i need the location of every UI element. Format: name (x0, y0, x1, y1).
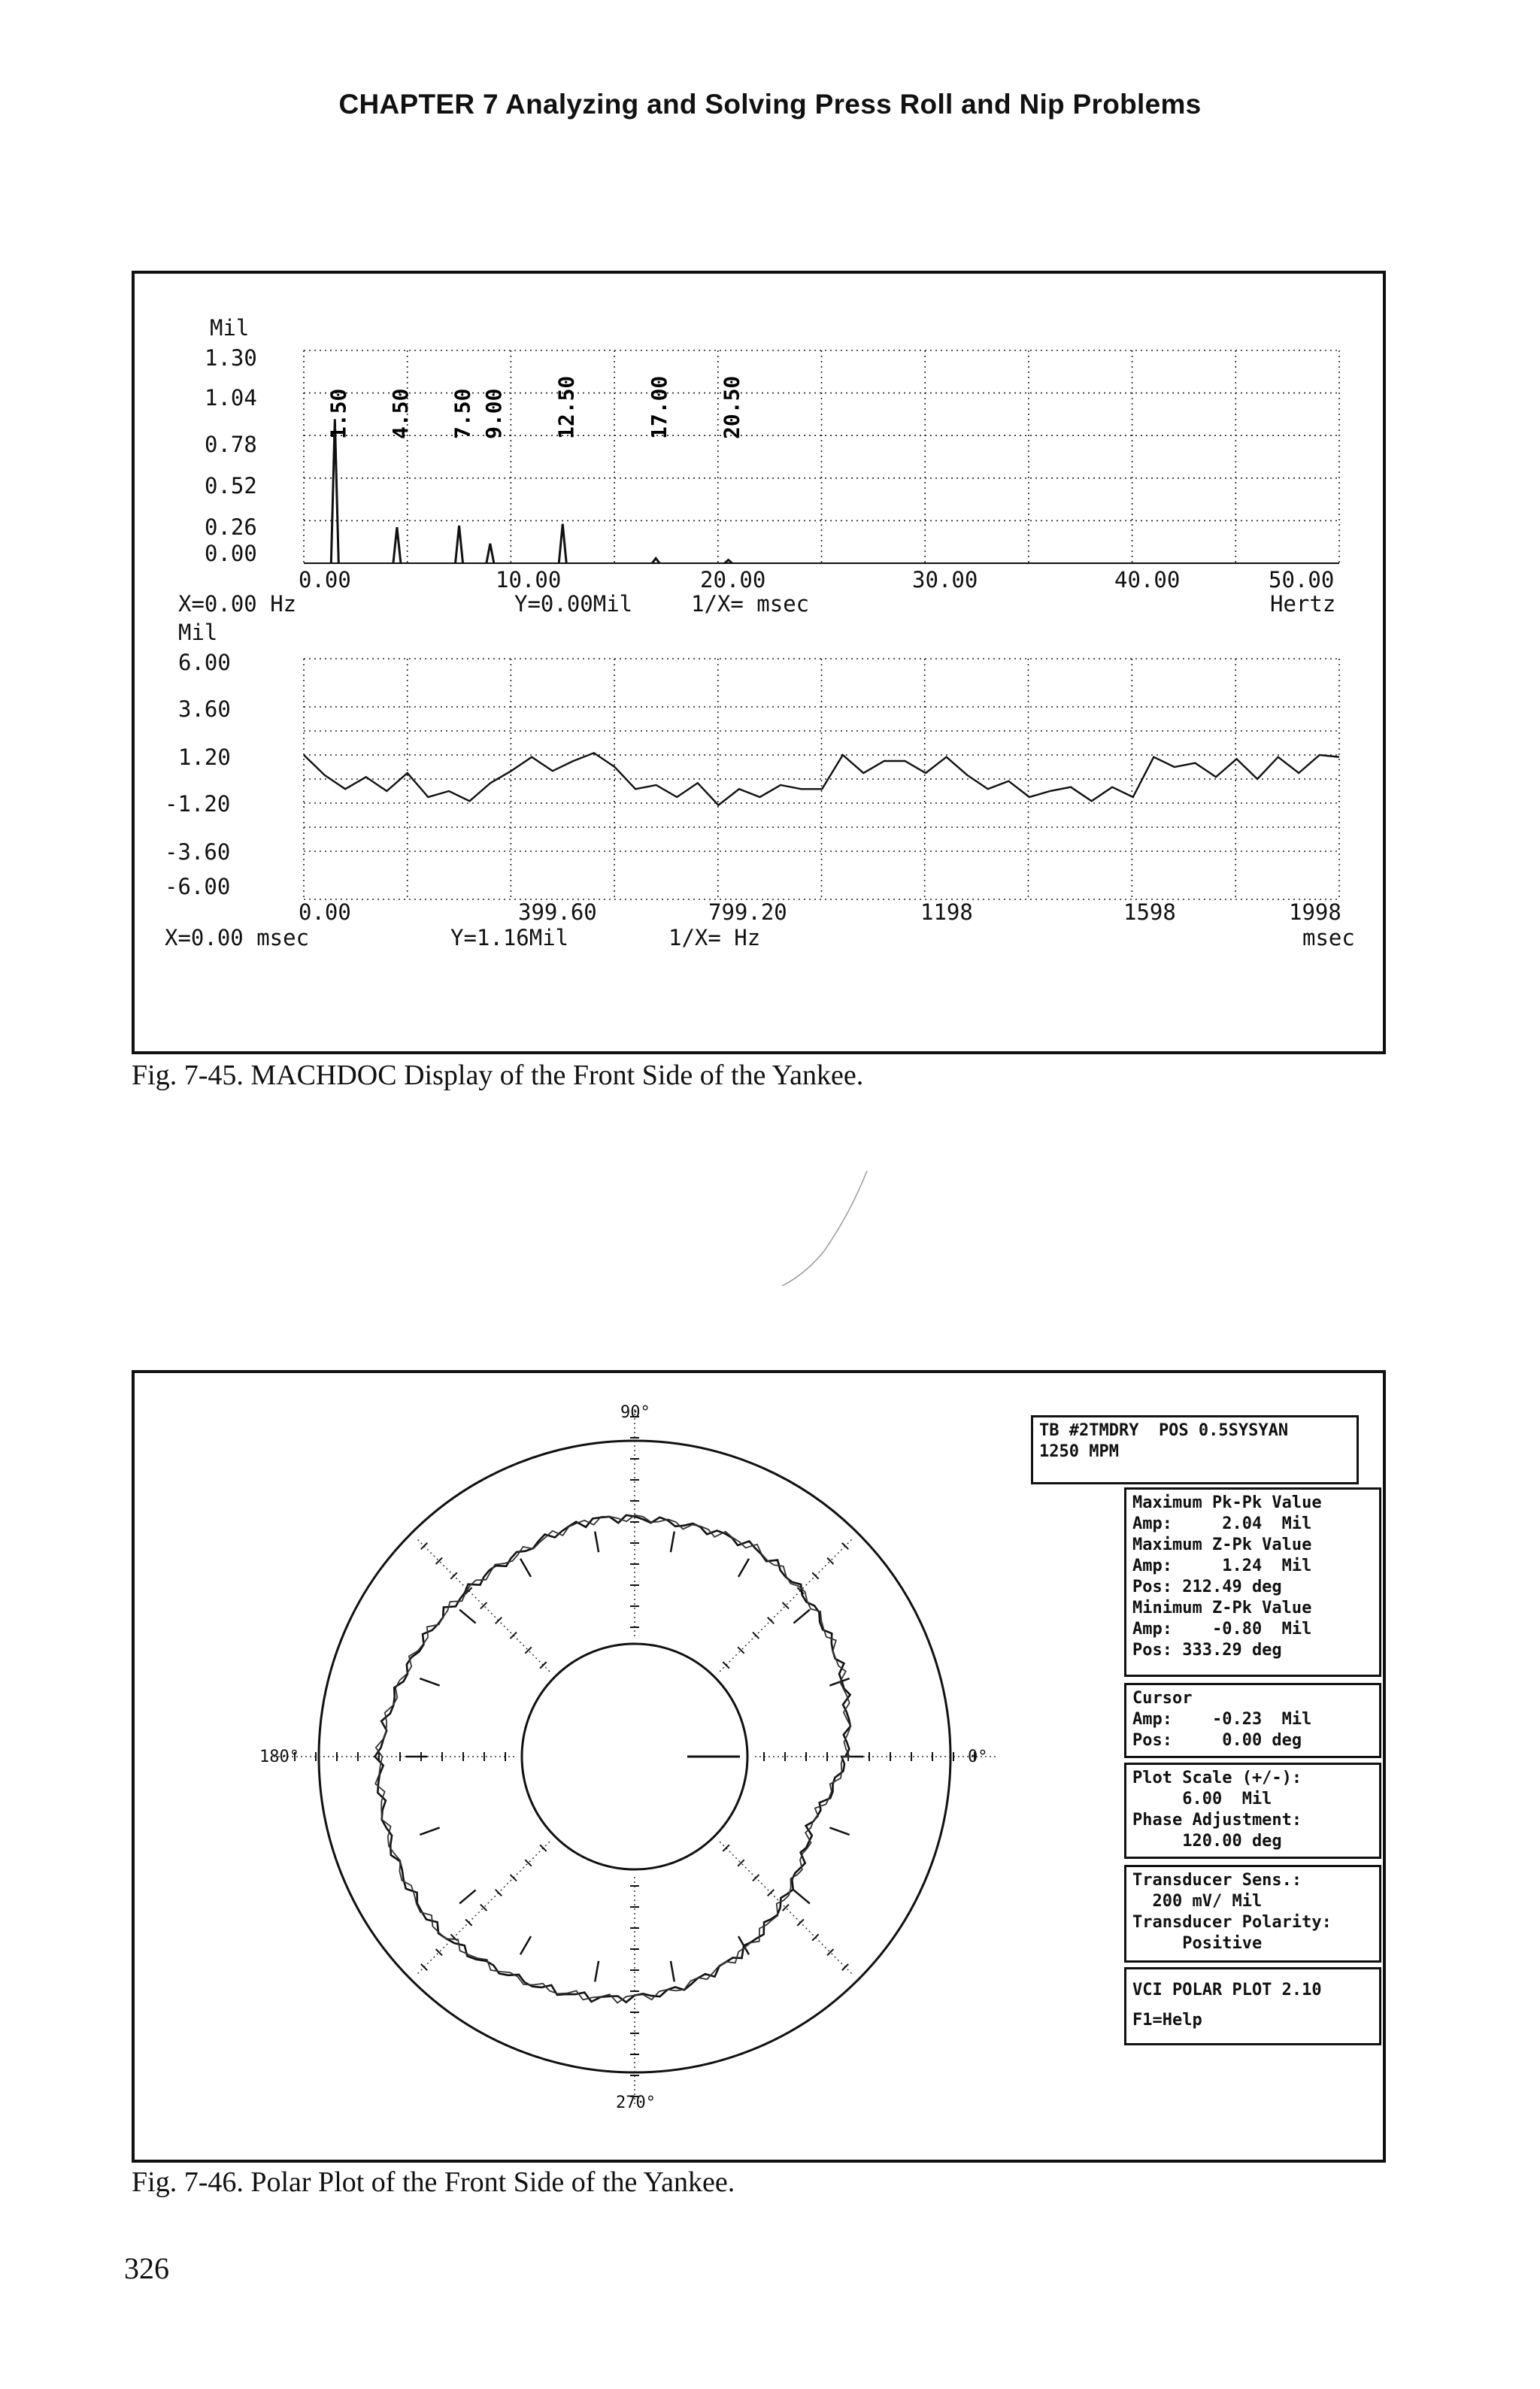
polar-axis-tick (738, 1647, 744, 1653)
spectrum-y-tick: 0.00 (205, 541, 257, 566)
waveform-unit-label: Mil (178, 620, 218, 645)
spectrum-peak (559, 524, 566, 563)
pencil-mark (778, 1169, 869, 1290)
polar-axis-tick (436, 1558, 442, 1564)
polar-ring-tick (420, 1827, 439, 1835)
fig45-caption: Fig. 7-45. MACHDOC Display of the Front Side of the Yankee. (132, 1060, 864, 1091)
polar-trace-secondary (375, 1515, 850, 2003)
spectrum-peak-label: 4.50 (387, 388, 413, 439)
polar-axis-tick (827, 1949, 833, 1955)
panel-line: 120.00 deg (1132, 1832, 1282, 1851)
waveform-x-tick: 399.60 (518, 899, 597, 925)
polar-axis-tick (480, 1602, 487, 1608)
polar-ring-tick (738, 1559, 749, 1577)
spectrum-peak (393, 527, 401, 563)
spectrum-x-tick: 30.00 (912, 567, 978, 593)
panel-line: F1=Help (1132, 2011, 1202, 2030)
polar-axis-tick (525, 1647, 531, 1653)
spectrum-y-tick: 1.04 (205, 385, 257, 411)
fig45-frame (132, 271, 1386, 1054)
spectrum-unit-label: Mil (210, 315, 250, 341)
waveform-x-tick: 1598 (1123, 899, 1176, 925)
panel-title-line: 1250 MPM (1039, 1442, 1119, 1461)
polar-ring-tick (595, 1532, 599, 1553)
spectrum-x-unit: Hertz (1270, 591, 1336, 617)
panel-line: Positive (1132, 1934, 1263, 1953)
waveform-x-tick: 1198 (920, 899, 973, 925)
panel-line: Amp: 1.24 Mil (1132, 1557, 1312, 1575)
polar-trace-primary (375, 1515, 850, 2002)
waveform-y-tick: -6.00 (165, 874, 231, 899)
waveform-readout-inv: 1/X= Hz (668, 925, 761, 950)
page-header: CHAPTER 7 Analyzing and Solving Press Roll and Nip Problems (338, 89, 1202, 120)
panel-line: Amp: -0.80 Mil (1132, 1620, 1312, 1639)
panel-line: 6.00 Mil (1132, 1790, 1272, 1808)
panel-line: Maximum Pk-Pk Value (1132, 1493, 1322, 1512)
waveform-readout-x: X=0.00 msec (165, 925, 310, 950)
spectrum-x-tick: 20.00 (700, 567, 766, 593)
fig46-frame (132, 1370, 1386, 2163)
waveform-y-tick: 1.20 (178, 744, 231, 770)
panel-line: 200 mV/ Mil (1132, 1892, 1263, 1911)
angle-label-0: 0° (968, 1748, 988, 1766)
polar-axis-tick (480, 1905, 487, 1911)
polar-ring-tick (459, 1610, 475, 1623)
panel-line: Transducer Polarity: (1132, 1913, 1332, 1932)
polar-ring-tick (671, 1532, 675, 1553)
angle-label-270: 270° (616, 2093, 656, 2112)
polar-ring-tick (793, 1610, 809, 1623)
spectrum-y-tick: 0.26 (205, 514, 257, 540)
polar-cursor-panel (1124, 1683, 1381, 1758)
panel-line: Amp: 2.04 Mil (1132, 1514, 1312, 1533)
waveform-y-tick: -1.20 (165, 791, 231, 817)
waveform-readout-y: Y=1.16Mil (450, 925, 569, 950)
spectrum-readout-y: Y=0.00Mil (514, 591, 633, 617)
spectrum-y-tick: 0.52 (205, 473, 257, 499)
spectrum-readout-x: X=0.00 Hz (178, 591, 297, 617)
polar-ring-tick (520, 1936, 531, 1954)
spectrum-peak (456, 526, 463, 563)
polar-axis-tick (827, 1558, 833, 1564)
polar-values-panel (1124, 1487, 1381, 1677)
polar-ring-tick (829, 1827, 849, 1835)
panel-line: Maximum Z-Pk Value (1132, 1536, 1312, 1554)
waveform-y-tick: 6.00 (178, 650, 231, 675)
polar-axis-tick (783, 1905, 789, 1911)
waveform-y-tick: -3.60 (165, 839, 231, 865)
panel-title-line: TB #2TMDRY POS 0.5SYSYAN (1039, 1421, 1289, 1440)
waveform-y-tick: 3.60 (178, 696, 231, 722)
spectrum-y-tick: 1.30 (205, 345, 257, 371)
panel-line: Phase Adjustment: (1132, 1811, 1302, 1830)
polar-scale-panel (1124, 1763, 1381, 1859)
panel-line: Cursor (1132, 1689, 1193, 1708)
panel-line: Pos: 212.49 deg (1132, 1578, 1282, 1596)
spectrum-peak (331, 419, 338, 563)
spectrum-peak-label: 17.00 (647, 375, 672, 439)
polar-axis-tick (738, 1860, 744, 1866)
polar-ring-tick (459, 1890, 475, 1903)
polar-axis-tick (436, 1949, 442, 1955)
angle-label-90: 90° (620, 1403, 650, 1422)
polar-ring-tick (793, 1890, 809, 1903)
spectrum-readout-inv: 1/X= msec (691, 591, 810, 617)
polar-axis-tick (783, 1602, 789, 1608)
polar-footer-panel (1124, 1967, 1381, 2045)
polar-ring-tick (671, 1961, 675, 1982)
spectrum-x-tick: 10.00 (496, 567, 562, 593)
spectrum-peak-label: 12.50 (553, 375, 579, 439)
angle-label-180: 180° (259, 1748, 299, 1766)
polar-ring-tick (520, 1559, 531, 1577)
fig46-caption: Fig. 7-46. Polar Plot of the Front Side of the Yankee. (132, 2166, 735, 2198)
spectrum-x-tick: 40.00 (1114, 567, 1181, 593)
panel-line: Pos: 333.29 deg (1132, 1641, 1282, 1660)
panel-line: Minimum Z-Pk Value (1132, 1599, 1312, 1617)
spectrum-peak-label: 7.50 (450, 388, 475, 439)
polar-sensor-panel (1124, 1865, 1381, 1963)
spectrum-peak-label: 20.50 (719, 375, 744, 439)
spectrum-peak-label: 9.00 (480, 388, 506, 439)
spectrum-peak (487, 544, 494, 563)
panel-line: Pos: 0.00 deg (1132, 1731, 1302, 1750)
spectrum-y-tick: 0.78 (205, 432, 257, 457)
polar-axis-tick (525, 1860, 531, 1866)
panel-line: Plot Scale (+/-): (1132, 1769, 1302, 1787)
polar-ring-tick (420, 1678, 439, 1686)
polar-title-panel (1031, 1415, 1359, 1484)
waveform-x-tick: 1998 (1289, 899, 1341, 925)
waveform-x-unit: msec (1302, 925, 1355, 950)
panel-line: Amp: -0.23 Mil (1132, 1710, 1312, 1729)
panel-line: Transducer Sens.: (1132, 1871, 1302, 1890)
spectrum-x-tick: 50.00 (1269, 567, 1335, 593)
waveform-x-tick: 0.00 (299, 899, 351, 925)
page-number: 326 (124, 2251, 169, 2285)
waveform-x-tick: 799.20 (708, 899, 787, 925)
spectrum-x-tick: 0.00 (299, 567, 351, 593)
polar-ring-tick (595, 1961, 599, 1982)
spectrum-peak-label: 1.50 (326, 388, 351, 439)
panel-line: VCI POLAR PLOT 2.10 (1132, 1981, 1322, 1999)
